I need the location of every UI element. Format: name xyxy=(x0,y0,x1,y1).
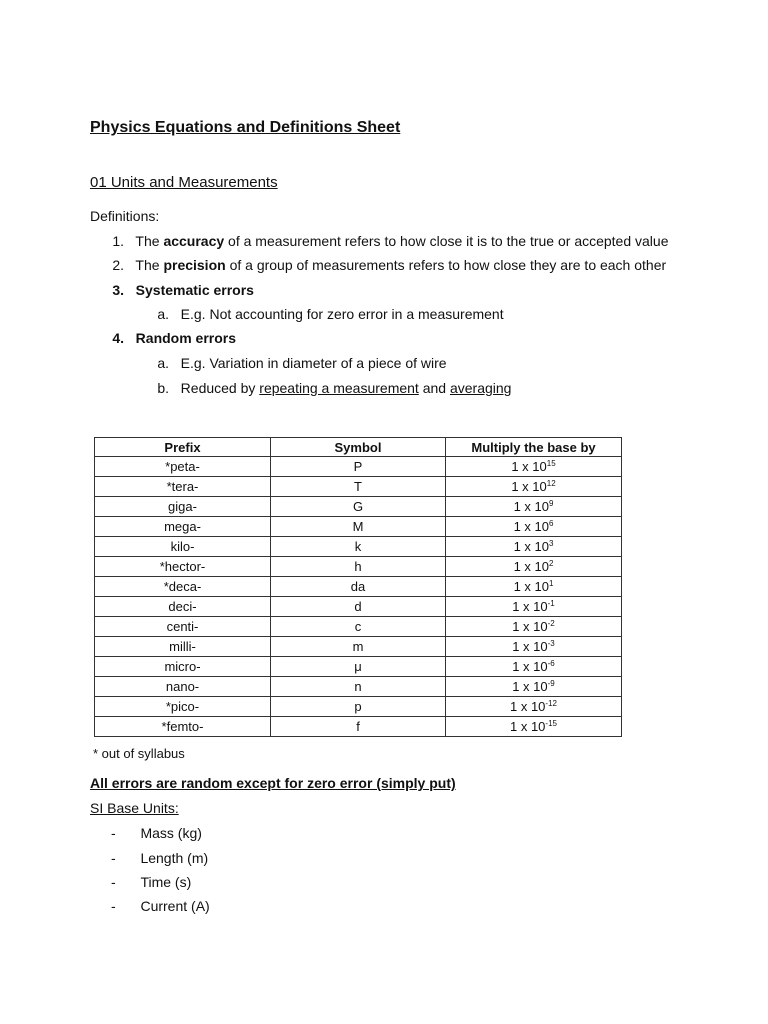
column-header-symbol: Symbol xyxy=(271,438,446,457)
term-systematic-errors: Systematic errors xyxy=(135,282,254,298)
multiplier-base: 1 x 10 xyxy=(512,599,548,614)
multiplier-cell xyxy=(446,597,622,617)
prefix-cell: *hector- xyxy=(95,557,271,577)
si-unit-length: Length (m) xyxy=(140,850,209,866)
multiplier-base: 1 x 10 xyxy=(513,539,549,554)
symbol-cell: G xyxy=(271,497,446,517)
multiplier-cell xyxy=(446,697,622,717)
errors-note: All errors are random except for zero error (simply put) xyxy=(90,775,456,791)
table-row xyxy=(95,637,622,657)
multiplier-cell xyxy=(446,457,622,477)
multiplier-cell xyxy=(446,537,622,557)
symbol-cell: m xyxy=(271,637,446,657)
multiplier-exponent: 12 xyxy=(546,479,556,488)
symbol-cell: k xyxy=(271,537,446,557)
prefix-cell: giga- xyxy=(95,497,271,517)
multiplier-exponent: -6 xyxy=(547,659,555,668)
multiplier-exponent: 1 xyxy=(548,579,554,588)
table-row xyxy=(95,657,622,677)
multiplier-exponent: -2 xyxy=(547,619,555,628)
table-row xyxy=(95,597,622,617)
multiplier-base: 1 x 10 xyxy=(512,619,548,634)
multiplier-exponent: -3 xyxy=(547,639,555,648)
multiplier-cell xyxy=(446,677,622,697)
list-text: The xyxy=(135,257,164,273)
prefix-cell: milli- xyxy=(95,637,271,657)
prefix-cell: *pico- xyxy=(95,697,271,717)
list-number: 2. xyxy=(112,257,124,273)
definitions-label: Definitions: xyxy=(90,208,160,224)
table-row xyxy=(95,537,622,557)
si-unit-mass: Mass (kg) xyxy=(140,825,202,841)
prefix-cell: deci- xyxy=(95,597,271,617)
prefix-cell: *femto- xyxy=(95,717,271,737)
table-row xyxy=(95,677,622,697)
list-item xyxy=(151,355,447,371)
list-item xyxy=(106,233,669,249)
multiplier-base: 1 x 10 xyxy=(511,459,547,474)
multiplier-base: 1 x 10 xyxy=(513,579,549,594)
symbol-cell: d xyxy=(271,597,446,617)
multiplier-base: 1 x 10 xyxy=(511,479,547,494)
multiplier-cell xyxy=(446,717,622,737)
table-row xyxy=(95,577,622,597)
multiplier-base: 1 x 10 xyxy=(513,519,549,534)
bullet-dash: - xyxy=(111,898,116,914)
symbol-cell: h xyxy=(271,557,446,577)
list-number: 4. xyxy=(112,330,124,346)
list-text: and xyxy=(418,380,450,396)
table-row xyxy=(95,497,622,517)
multiplier-exponent: -9 xyxy=(547,679,555,688)
list-item xyxy=(111,874,191,890)
table-row xyxy=(95,477,622,497)
symbol-cell: μ xyxy=(271,657,446,677)
document-title: Physics Equations and Definitions Sheet xyxy=(90,119,401,136)
symbol-cell: f xyxy=(271,717,446,737)
table-header-row xyxy=(95,438,622,457)
list-text: E.g. Variation in diameter of a piece of wire xyxy=(180,355,447,371)
bullet-dash: - xyxy=(111,850,116,866)
si-unit-time: Time (s) xyxy=(140,874,192,890)
list-text: of a group of measurements refers to how close they are to each other xyxy=(225,257,667,273)
list-item xyxy=(151,380,511,396)
multiplier-exponent: -15 xyxy=(545,719,557,728)
list-item xyxy=(151,306,504,322)
term-random-errors: Random errors xyxy=(135,330,237,346)
list-item xyxy=(111,825,202,841)
list-number: 3. xyxy=(112,282,124,298)
underlined-text: averaging xyxy=(449,380,512,396)
bullet-dash: - xyxy=(111,874,116,890)
si-unit-current: Current (A) xyxy=(140,898,210,914)
prefix-table xyxy=(94,437,622,737)
multiplier-base: 1 x 10 xyxy=(513,559,549,574)
multiplier-base: 1 x 10 xyxy=(512,639,548,654)
prefix-cell: mega- xyxy=(95,517,271,537)
term-accuracy: accuracy xyxy=(163,233,225,249)
multiplier-exponent: -1 xyxy=(547,599,555,608)
list-item xyxy=(106,282,254,298)
list-text: E.g. Not accounting for zero error in a measurement xyxy=(180,306,504,322)
symbol-cell: P xyxy=(271,457,446,477)
symbol-cell: c xyxy=(271,617,446,637)
multiplier-cell xyxy=(446,517,622,537)
list-item xyxy=(106,257,666,273)
multiplier-base: 1 x 10 xyxy=(512,679,548,694)
multiplier-cell xyxy=(446,477,622,497)
list-item xyxy=(111,850,208,866)
multiplier-cell xyxy=(446,637,622,657)
symbol-cell: da xyxy=(271,577,446,597)
column-header-prefix: Prefix xyxy=(95,438,271,457)
bullet-dash: - xyxy=(111,825,116,841)
multiplier-exponent: 15 xyxy=(546,459,556,468)
symbol-cell: M xyxy=(271,517,446,537)
multiplier-cell xyxy=(446,577,622,597)
multiplier-exponent: 3 xyxy=(548,539,554,548)
prefix-cell: centi- xyxy=(95,617,271,637)
list-item xyxy=(111,898,210,914)
prefix-cell: *tera- xyxy=(95,477,271,497)
table-body xyxy=(95,457,622,737)
multiplier-exponent: -12 xyxy=(545,699,557,708)
term-precision: precision xyxy=(163,257,226,273)
symbol-cell: n xyxy=(271,677,446,697)
symbol-cell: p xyxy=(271,697,446,717)
multiplier-exponent: 2 xyxy=(548,559,554,568)
table-row xyxy=(95,517,622,537)
si-units-heading: SI Base Units: xyxy=(90,800,179,816)
table-row xyxy=(95,617,622,637)
underlined-text: repeating a measurement xyxy=(259,380,419,396)
multiplier-base: 1 x 10 xyxy=(512,659,548,674)
multiplier-base: 1 x 10 xyxy=(510,699,546,714)
prefix-cell: micro- xyxy=(95,657,271,677)
multiplier-base: 1 x 10 xyxy=(513,499,549,514)
multiplier-exponent: 6 xyxy=(548,519,554,528)
column-header-multiplier: Multiply the base by xyxy=(446,438,622,457)
multiplier-exponent: 9 xyxy=(548,499,554,508)
table-row xyxy=(95,557,622,577)
table-row xyxy=(95,717,622,737)
symbol-cell: T xyxy=(271,477,446,497)
list-text: The xyxy=(135,233,164,249)
multiplier-cell xyxy=(446,657,622,677)
list-text: of a measurement refers to how close it is to the true or accepted value xyxy=(224,233,669,249)
prefix-cell: *peta- xyxy=(95,457,271,477)
multiplier-cell xyxy=(446,617,622,637)
list-item xyxy=(106,330,236,346)
prefix-cell: *deca- xyxy=(95,577,271,597)
footnote: * out of syllabus xyxy=(93,746,185,761)
section-heading: 01 Units and Measurements xyxy=(90,174,278,191)
table-row xyxy=(95,457,622,477)
multiplier-base: 1 x 10 xyxy=(510,719,546,734)
prefix-cell: kilo- xyxy=(95,537,271,557)
multiplier-cell xyxy=(446,497,622,517)
multiplier-cell xyxy=(446,557,622,577)
list-number: b. xyxy=(157,380,169,396)
table-row xyxy=(95,697,622,717)
prefix-cell: nano- xyxy=(95,677,271,697)
list-text: Reduced by xyxy=(180,380,260,396)
list-number: 1. xyxy=(112,233,124,249)
list-number: a. xyxy=(157,306,169,322)
list-number: a. xyxy=(157,355,169,371)
